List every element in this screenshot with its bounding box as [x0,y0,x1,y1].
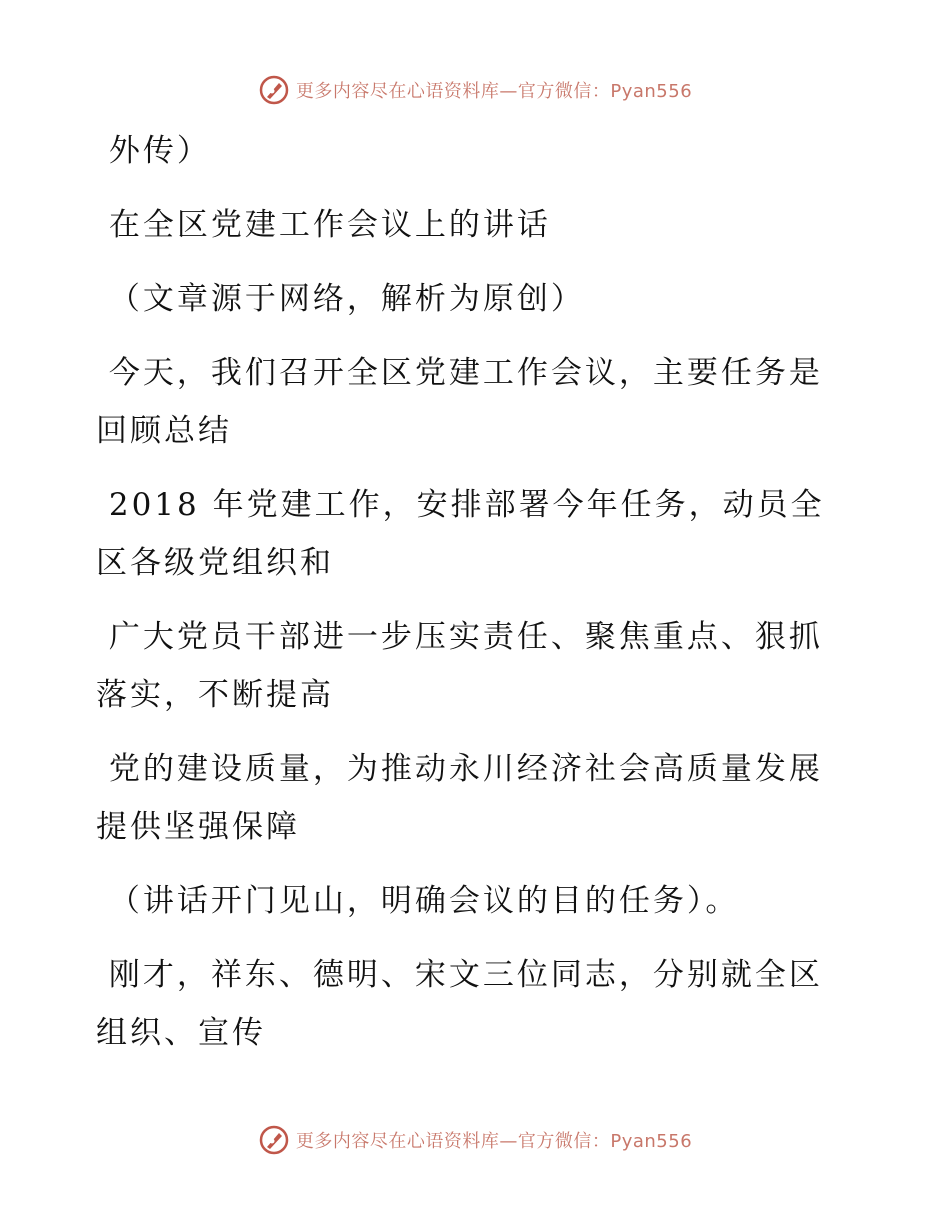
paragraph: （讲话开门见山，明确会议的目的任务）。 [96,883,740,919]
paragraph: 广大党员干部进一步压实责任、聚焦重点、狠抓落实，不断提高 [96,619,823,713]
pen-logo-icon [258,1124,290,1156]
paragraph: （文章源于网络，解析为原创） [96,281,585,317]
paragraph: 党的建设质量，为推动永川经济社会高质量发展提供坚强保障 [96,751,823,845]
paragraph-title: 在全区党建工作会议上的讲话 [96,207,551,243]
document-body [96,122,856,1078]
header-watermark [0,70,950,110]
watermark-text: 更多内容尽在心语资料库—官方微信：Pyan556 [295,81,693,102]
paragraph: 2018 年党建工作，安排部署今年任务，动员全区各级党组织和 [96,487,825,581]
paragraph: 外传） [96,133,211,169]
watermark-text: 更多内容尽在心语资料库—官方微信：Pyan556 [295,1131,693,1152]
paragraph: 今天，我们召开全区党建工作会议，主要任务是回顾总结 [96,355,823,449]
paragraph: 刚才，祥东、德明、宋文三位同志，分别就全区组织、宣传 [96,957,823,1051]
footer-watermark [0,1120,950,1160]
pen-logo-icon [258,74,290,106]
